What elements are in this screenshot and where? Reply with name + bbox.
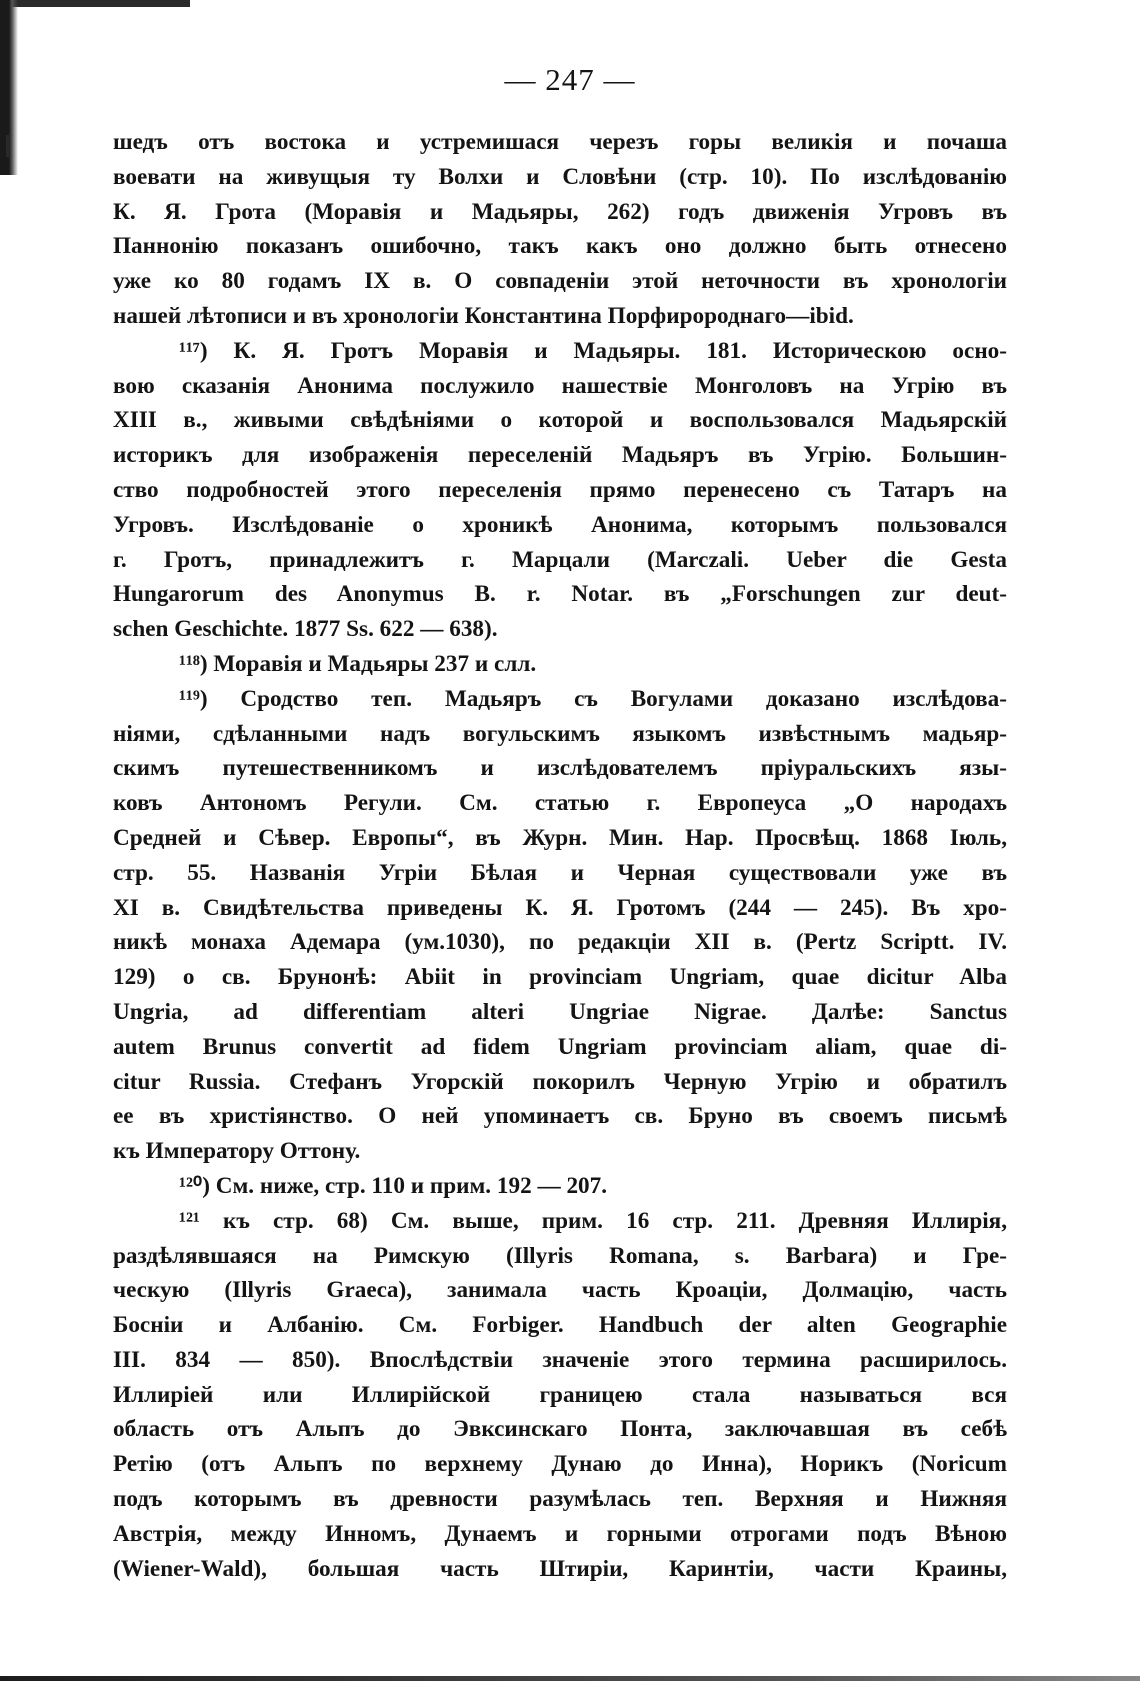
text-line: (Wiener-Wald), большая часть Штиріи, Каринтіи, части Краины, — [113, 1555, 1007, 1582]
text-line: историкъ для изображенія переселеній Мадьяръ въ Угрію. Большин- — [113, 442, 1007, 469]
page-number: — 247 — — [504, 62, 636, 97]
text-line: III. 834 — 850). Впослѣдствіи значеніе этого термина расширилось. — [113, 1346, 1007, 1373]
text-line: Иллиріей или Иллирійской границею стала называться вся — [113, 1381, 1007, 1408]
text-line: Ретію (отъ Альпъ по верхнему Дунаю до Инна), Норикъ (Noricum — [113, 1451, 1007, 1478]
text-line: XI в. Свидѣтельства приведены К. Я. Гротомъ (244 — 245). Въ хро- — [113, 894, 1007, 921]
text-line: къ Императору Оттону. — [113, 1138, 361, 1165]
body-text — [113, 125, 1007, 1586]
text-line: уже ко 80 годамъ IX в. О совпаденіи этой неточности въ хронологіи — [113, 268, 1007, 295]
text-line: schen Geschichte. 1877 Ss. 622 — 638). — [113, 616, 498, 643]
text-line: Средней и Сѣвер. Европы“, въ Журн. Мин. Нар. Просвѣщ. 1868 Іюль, — [113, 824, 1007, 851]
text-line: ¹²⁰) См. ниже, стр. 110 и прим. 192 — 207. — [179, 1172, 608, 1199]
text-line: шедъ отъ востока и устремишася черезъ горы великія и почаша — [113, 129, 1007, 155]
text-line: Босніи и Албанію. См. Forbiger. Handbuch der alten Geographie — [113, 1312, 1007, 1339]
text-line: подъ которымъ въ древности разумѣлась теп. Верхняя и Нижняя — [113, 1486, 1007, 1513]
text-line: ¹¹⁷) К. Я. Гротъ Моравія и Мадьяры. 181. Историческою осно- — [179, 337, 1007, 364]
text-line: Австрія, между Инномъ, Дунаемъ и горными отрогами подъ Вѣною — [113, 1520, 1007, 1547]
text-line: область отъ Альпъ до Эвксинскаго Понта, заключавшая въ себѣ — [113, 1416, 1007, 1443]
text-line: Угровъ. Изслѣдованіе о хроникѣ Анонима, которымъ пользовался — [113, 511, 1007, 538]
scan-mark — [6, 135, 9, 157]
text-line: XIII в., живыми свѣдѣніями о которой и воспользовался Мадьярскій — [113, 407, 1007, 434]
text-line: ніями, сдѣланными надъ вогульскимъ языкомъ извѣстнымъ мадьяр- — [113, 720, 1007, 747]
text-line: ческую (Illyris Graeca), занимала часть Кроаціи, Долмацію, часть — [113, 1277, 1007, 1304]
text-line: никѣ монаха Адемара (ум.1030), по редакціи XII в. (Pertz Scriptt. IV. — [113, 929, 1007, 956]
scan-edge-bottom — [0, 1676, 1140, 1681]
text-line: ¹¹⁸) Моравія и Мадьяры 237 и слл. — [179, 650, 537, 677]
text-line: г. Гротъ, принадлежитъ г. Марцали (Marczali. Ueber die Gesta — [113, 546, 1007, 573]
text-line: ее въ христіянство. О ней упоминаетъ св. Бруно въ своемъ письмѣ — [113, 1103, 1007, 1130]
text-line: нашей лѣтописи и въ хронологіи Константина Порфиророднаго—ibid. — [113, 302, 854, 329]
text-line: раздѣлявшаяся на Римскую (Illyris Romana, s. Barbara) и Гре- — [113, 1242, 1007, 1269]
text-line: вою сказанія Анонима послужило нашествіе Монголовъ на Угрію въ — [113, 372, 1007, 399]
text-line: Hungarorum des Anonymus B. r. Notar. въ „Forschungen zur deut- — [113, 581, 1007, 608]
text-line: 129) о св. Брунонѣ: Abiit in provinciam Ungriam, quae dicitur Alba — [113, 964, 1007, 991]
text-line: К. Я. Грота (Моравія и Мадьяры, 262) годъ движенія Угровъ въ — [113, 198, 1007, 225]
text-line: скимъ путешественникомъ и изслѣдователемъ пріуральскихъ язы- — [113, 755, 1007, 782]
text-line: citur Russia. Стефанъ Угорскій покорилъ Черную Угрію и обратилъ — [113, 1068, 1007, 1095]
text-line: ¹²¹ къ стр. 68) См. выше, прим. 16 стр. 211. Древняя Иллирія, — [179, 1207, 1007, 1234]
scan-edge-top — [0, 0, 190, 7]
text-line: воевати на живущыя ту Волхи и Словѣни (стр. 10). По изслѣдованію — [113, 163, 1007, 190]
text-line: ¹¹⁹) Сродство теп. Мадьяръ съ Вогулами доказано изслѣдова- — [179, 685, 1007, 712]
text-line: Паннонію показанъ ошибочно, такъ какъ оно должно быть отнесено — [113, 233, 1007, 260]
text-line: стр. 55. Названія Угріи Бѣлая и Черная существовали уже въ — [113, 859, 1007, 886]
text-line: Ungria, ad differentiam alteri Ungriae Nigrae. Далѣе: Sanctus — [113, 998, 1007, 1025]
text-line: ковъ Антономъ Регули. См. статью г. Европеуса „О народахъ — [113, 790, 1007, 817]
text-line: autem Brunus convertit ad fidem Ungriam provinciam aliam, quae di- — [113, 1033, 1007, 1060]
text-line: ство подробностей этого переселенія прямо перенесено съ Татаръ на — [113, 476, 1007, 503]
